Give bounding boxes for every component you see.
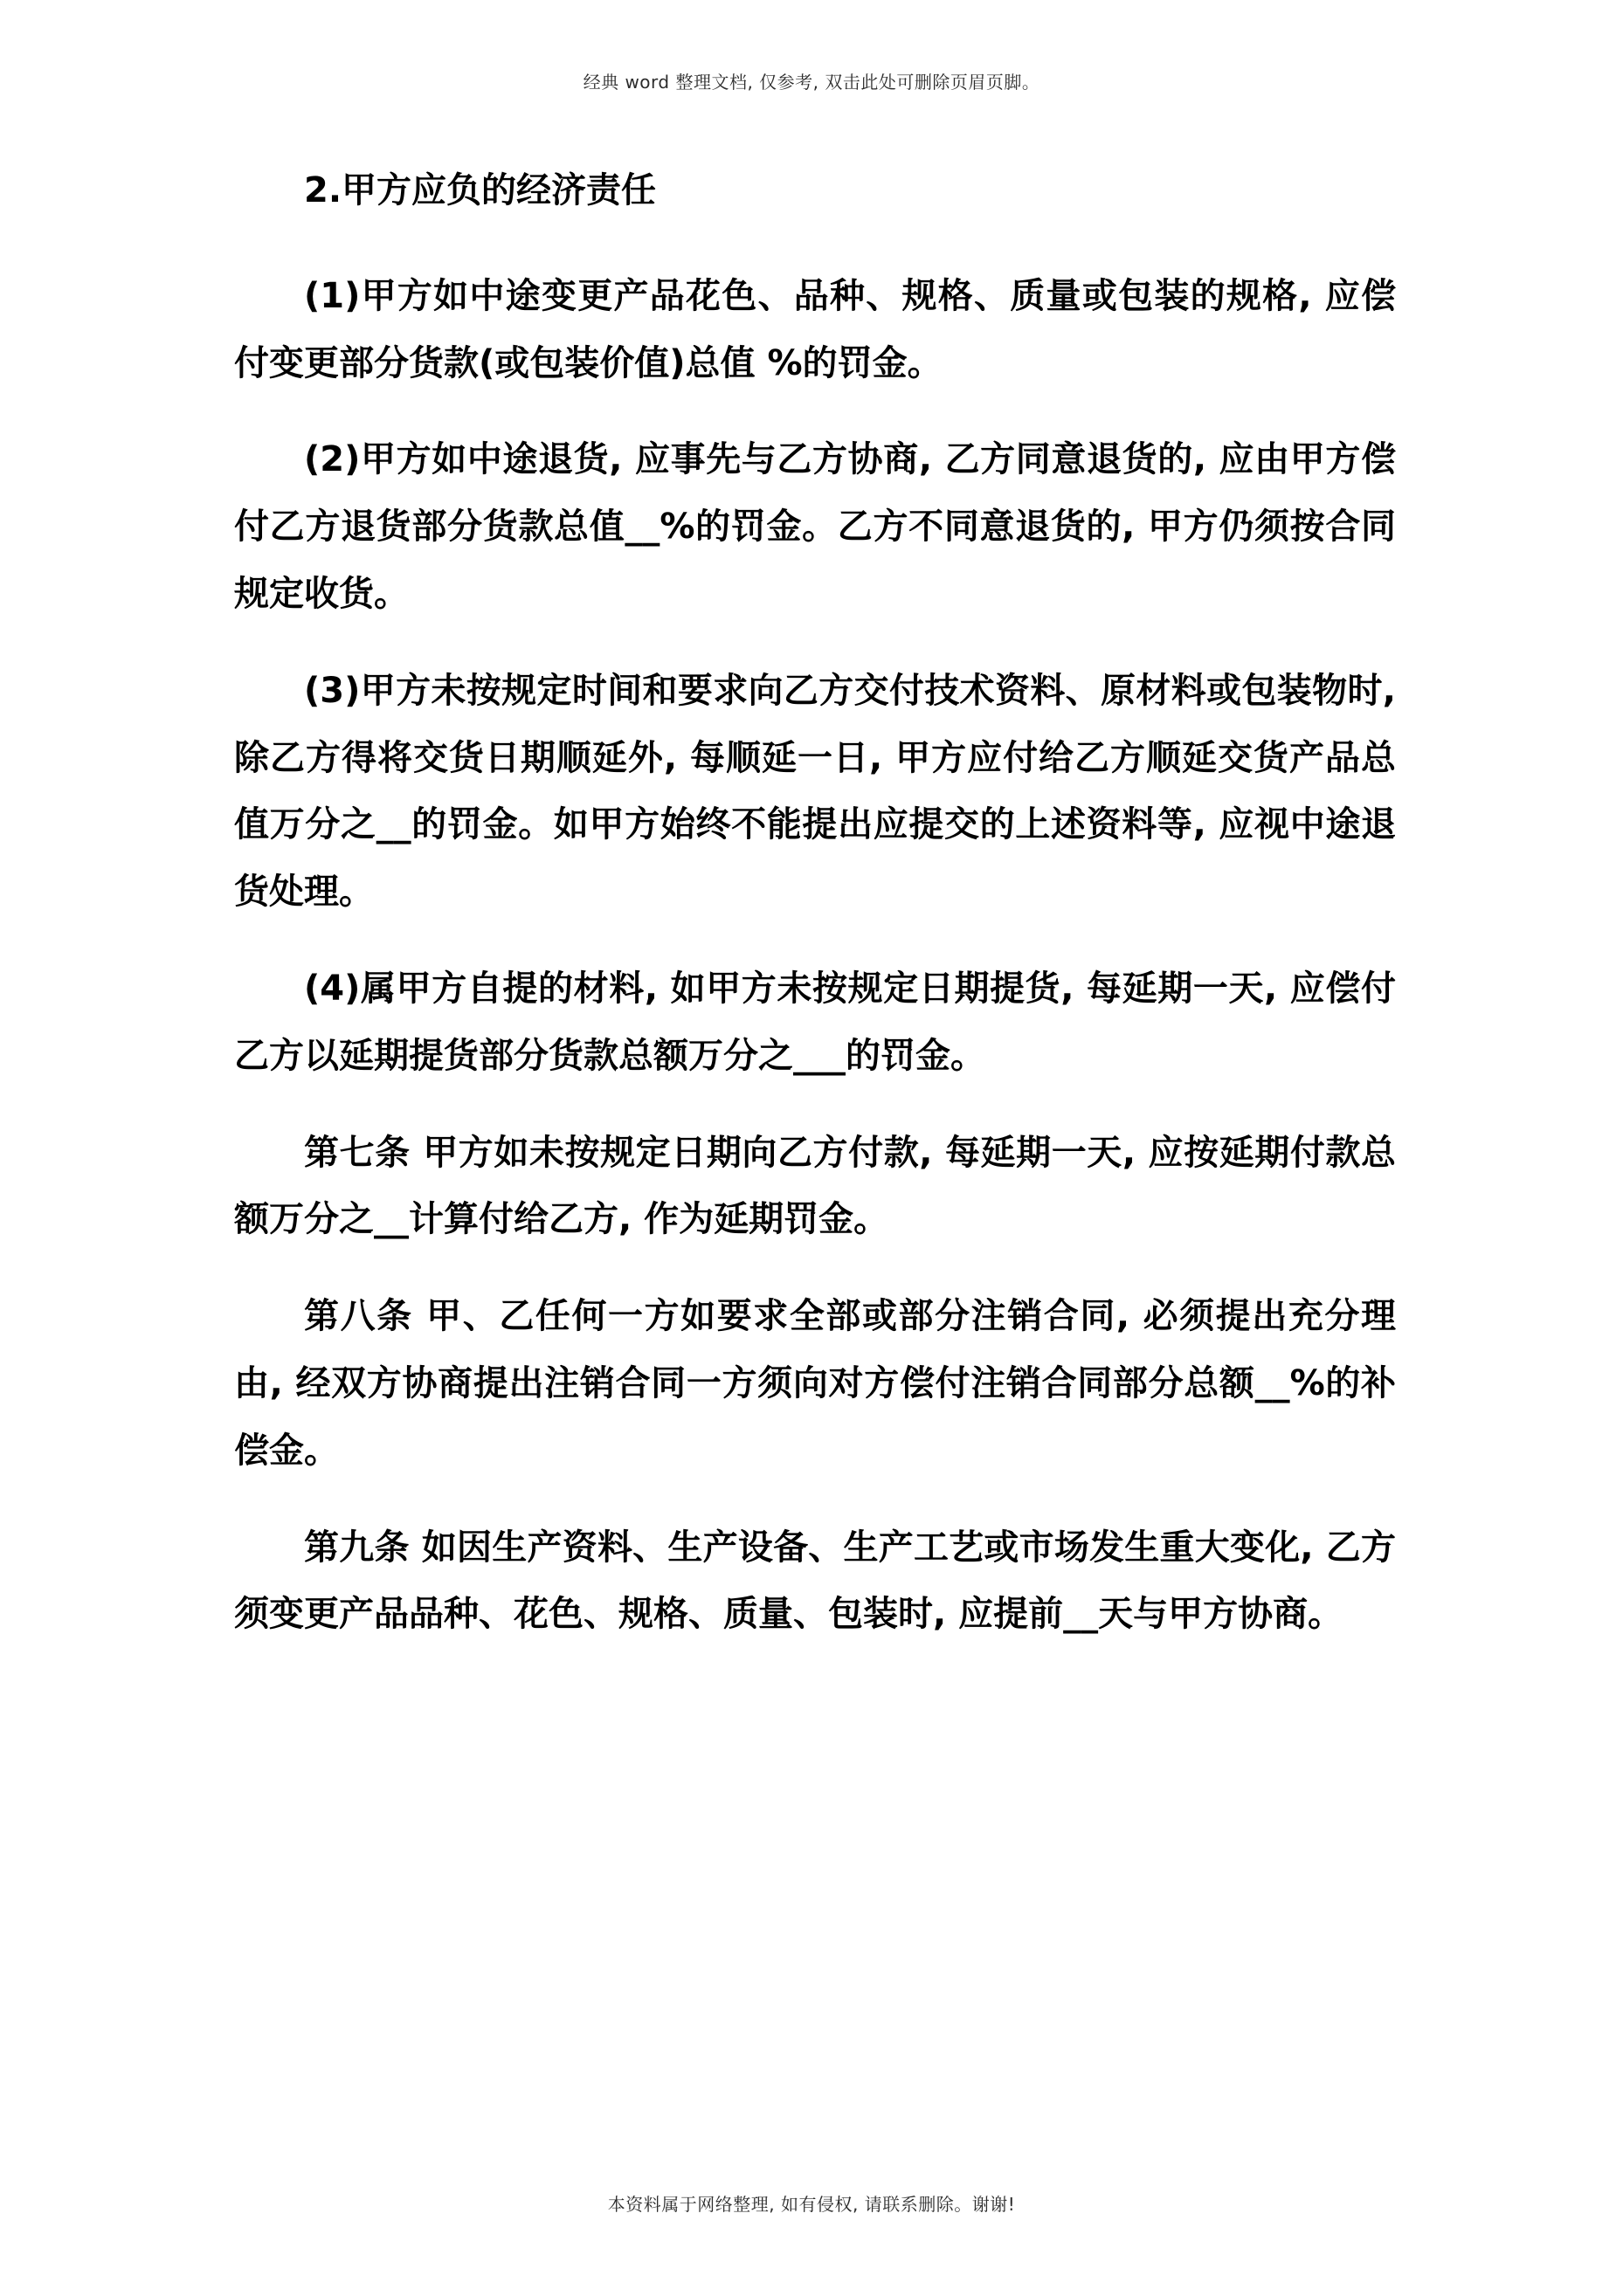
section-heading-economic-responsibility: 2.甲方应负的经济责任 [304,170,657,210]
article-seven: 第七条 甲方如未按规定日期向乙方付款, 每延期一天, 应按延期付款总额万分之__计算付给乙方, 作为延期罚金。 [234,1132,1396,1240]
page-header-note: 经典 word 整理文档, 仅参考, 双击此处可删除页眉页脚。 [583,72,1040,93]
article-eight: 第八条 甲、乙任何一方如要求全部或部分注销合同, 必须提出充分理由, 经双方协商提出注销合同一方须向对方偿付注销合同部分总额__%的补偿金。 [234,1296,1396,1471]
clause-item-1: (1)甲方如中途变更产品花色、品种、规格、质量或包装的规格, 应偿付变更部分货款(或包装价值)总值 %的罚金。 [234,275,1396,383]
clause-item-4: (4)属甲方自提的材料, 如甲方未按规定日期提货, 每延期一天, 应偿付乙方以延期提货部分货款总额万分之___的罚金。 [234,968,1396,1076]
clause-item-2: (2)甲方如中途退货, 应事先与乙方协商, 乙方同意退货的, 应由甲方偿付乙方退货部分货款总值__%的罚金。乙方不同意退货的, 甲方仍须按合同规定收货。 [234,439,1396,614]
page-footer-note: 本资料属于网络整理, 如有侵权, 请联系删除。谢谢! [607,2194,1016,2215]
document-body [234,157,1396,1678]
article-nine: 第九条 如因生产资料、生产设备、生产工艺或市场发生重大变化, 乙方须变更产品品种、花色、规格、质量、包装时, 应提前__天与甲方协商。 [234,1527,1396,1635]
clause-item-3: (3)甲方未按规定时间和要求向乙方交付技术资料、原材料或包装物时, 除乙方得将交货日期顺延外, 每顺延一日, 甲方应付给乙方顺延交货产品总值万分之__的罚金。如甲方始终不能提出应提交的上述资料等, 应视中途退货处理。 [234,670,1396,913]
